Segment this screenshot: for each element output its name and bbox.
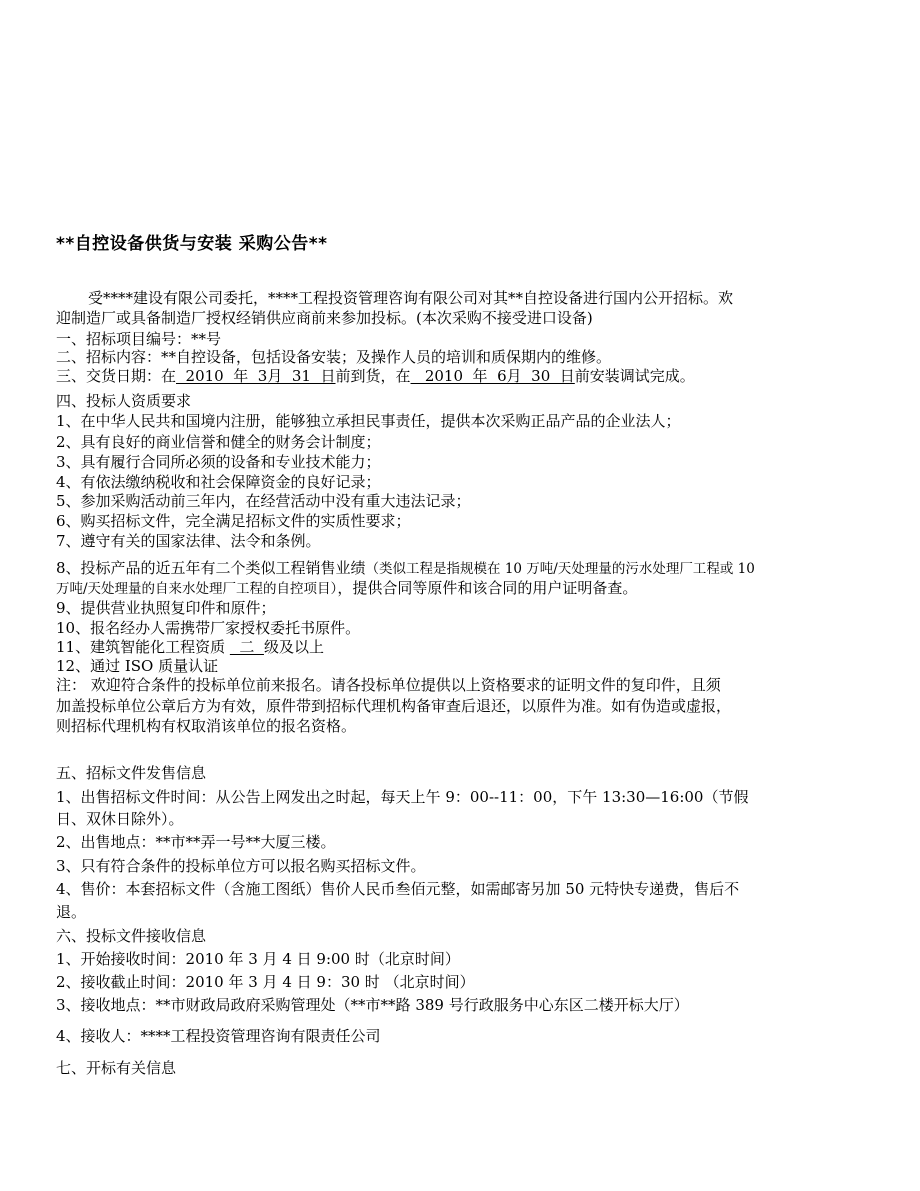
- note-line-3: 则招标代理机构有权取消该单位的报名资格。: [56, 717, 357, 735]
- qualification-item-10: 10、报名经办人需携带厂家授权委托书原件。: [56, 619, 361, 637]
- item-11-prefix: 11、建筑智能化工程资质: [56, 638, 230, 656]
- intro-line-2: 迎制造厂或具备制造厂授权经销供应商前来参加投标。(本次采购不接受进口设备): [56, 309, 593, 327]
- qualification-item-9: 9、提供营业执照复印件和原件；: [56, 599, 276, 617]
- receipt-item-3: 3、接收地点：**市财政局政府采购管理处（**市**路 389 号行政服务中心东区二楼开标大厅）: [56, 996, 689, 1014]
- intro-line-1: 受****建设有限公司委托，****工程投资管理咨询有限公司对其**自控设备进行国内公开招标。欢: [88, 289, 734, 307]
- qualification-item-12: 12、通过 ISO 质量认证: [56, 657, 219, 675]
- receipt-item-1: 1、开始接收时间：2010 年 3 月 4 日 9:00 时（北京时间）: [56, 950, 460, 968]
- section-2-content: 二、招标内容：**自控设备，包括设备安装；及操作人员的培训和质保期内的维修。: [56, 348, 612, 366]
- section-7-heading: 七、开标有关信息: [56, 1059, 177, 1077]
- sale-item-3: 3、只有符合条件的投标单位方可以报名购买招标文件。: [56, 857, 426, 875]
- delivery-date-1: 2010 年 3月 31 日: [176, 367, 336, 385]
- item-8-parenthetical: （类似工程是指规模在 10 万吨/天处理量的污水处理厂工程或 10: [365, 561, 755, 577]
- sale-item-1-line-1: 1、出售招标文件时间：从公告上网发出之时起，每天上午 9：00--11：00，下午 13:30—16:00（节假: [56, 788, 749, 806]
- section-4-heading: 四、投标人资质要求: [56, 392, 192, 410]
- qualification-item-3: 3、具有履行合同所必须的设备和专业技术能力；: [56, 453, 381, 471]
- section-6-heading: 六、投标文件接收信息: [56, 927, 207, 945]
- sale-item-2: 2、出售地点：**市**弄一号**大厦三楼。: [56, 833, 336, 851]
- item-8-parenthetical-end: 万吨/天处理量的自来水处理厂工程的自控项目）: [56, 581, 338, 597]
- item-8-text: 8、投标产品的近五年有二个类似工程销售业绩: [56, 559, 366, 577]
- document-title: **自控设备供货与安装 采购公告**: [56, 234, 328, 254]
- note-line-2: 加盖投标单位公章后方为有效，原件带到招标代理机构备审查后退还，以原件为准。如有伪造或虚报，: [56, 697, 732, 715]
- note-line-1: 注： 欢迎符合条件的投标单位前来报名。请各投标单位提供以上资格要求的证明文件的复印件，且须: [56, 676, 721, 694]
- delivery-date-2: 2010 年 6月 30 日: [410, 367, 575, 385]
- delivery-middle: 前到货，在: [335, 367, 411, 385]
- section-5-heading: 五、招标文件发售信息: [56, 764, 207, 782]
- qualification-item-6: 6、购买招标文件，完全满足招标文件的实质性要求；: [56, 512, 411, 530]
- sale-item-4-line-1: 4、售价：本套招标文件（含施工图纸）售价人民币叁佰元整，如需邮寄另加 50 元特快专递费，售后不: [56, 880, 740, 898]
- sale-item-1-line-2: 日、双休日除外）。: [56, 810, 184, 828]
- qualification-item-2: 2、具有良好的商业信誉和健全的财务会计制度；: [56, 433, 381, 451]
- item-8-text-end: ，提供合同等原件和该合同的用户证明备查。: [337, 579, 638, 597]
- qualification-item-1: 1、在中华人民共和国境内注册，能够独立承担民事责任，提供本次采购正品产品的企业法人；: [56, 412, 681, 430]
- section-1-project-number: 一、招标项目编号：**号: [56, 330, 222, 348]
- delivery-prefix: 三、交货日期：在: [56, 367, 177, 385]
- delivery-suffix: 前安装调试完成。: [574, 367, 695, 385]
- receipt-item-4: 4、接收人：****工程投资管理咨询有限责任公司: [56, 1027, 381, 1045]
- section-3-delivery-date: [56, 365, 695, 387]
- qualification-item-7: 7、遵守有关的国家法律、法令和条例。: [56, 532, 321, 550]
- qualification-item-5: 5、参加采购活动前三年内，在经营活动中没有重大违法记录；: [56, 492, 471, 510]
- sale-item-4-line-2: 退。: [56, 903, 87, 921]
- receipt-item-2: 2、接收截止时间：2010 年 3 月 4 日 9：30 时 （北京时间）: [56, 973, 475, 991]
- item-11-suffix: 级及以上: [263, 638, 324, 656]
- item-11-grade: 二: [229, 638, 264, 656]
- qualification-item-4: 4、有依法缴纳税收和社会保障资金的良好记录；: [56, 473, 381, 491]
